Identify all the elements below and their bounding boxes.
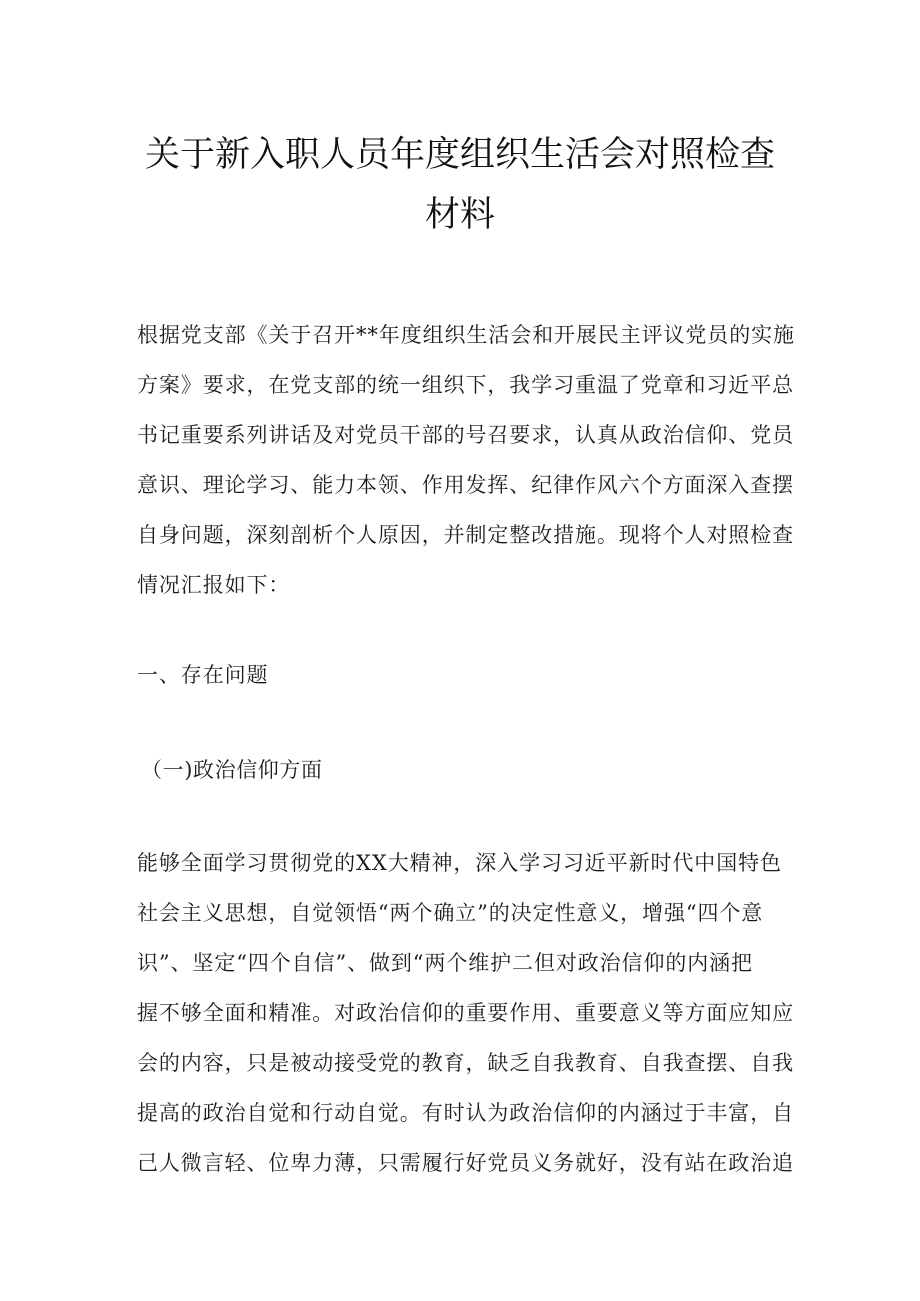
intro-line: 意识、理论学习、能力本领、作用发挥、纪律作风六个方面深入查摆 bbox=[137, 473, 794, 497]
intro-line: 根据党支部《关于召开**年度组织生活会和开展民主评议党员的实施 bbox=[137, 323, 795, 347]
section-heading: 一、存在问题 bbox=[137, 663, 269, 687]
intro-line: 情况汇报如下： bbox=[137, 573, 291, 597]
document-title-line-1: 关于新入职人员年度组织生活会对照检查 bbox=[144, 135, 775, 175]
subsection-heading: （一)政治信仰方面 bbox=[141, 758, 323, 782]
body-line: 握不够全面和精准。对政治信仰的重要作用、重要意义等方面应知应 bbox=[137, 1001, 794, 1025]
body-line: 能够全面学习贯彻党的XX大精神，深入学习习近平新时代中国特色 bbox=[137, 851, 782, 875]
body-line: 己人微言轻、位卑力薄，只需履行好党员义务就好，没有站在政治追 bbox=[137, 1151, 794, 1175]
body-line: 社会主义思想，自觉领悟“两个确立”的决定性意义，增强“四个意 bbox=[137, 901, 764, 925]
intro-line: 自身问题，深刻剖析个人原因，并制定整改措施。现将个人对照检查 bbox=[137, 523, 794, 547]
intro-line: 书记重要系列讲话及对党员干部的号召要求，认真从政治信仰、党员 bbox=[137, 423, 794, 447]
body-line: 提高的政治自觉和行动自觉。有时认为政治信仰的内涵过于丰富，自 bbox=[137, 1101, 794, 1125]
body-line: 会的内容，只是被动接受党的教育，缺乏自我教育、自我查摆、自我 bbox=[137, 1051, 794, 1075]
intro-line: 方案》要求，在党支部的统一组织下，我学习重温了党章和习近平总 bbox=[137, 373, 794, 397]
document-title-line-2: 材料 bbox=[424, 195, 495, 235]
body-line: 识”、坚定“四个自信”、做到“两个维护二但对政治信仰的内涵把 bbox=[137, 951, 753, 975]
